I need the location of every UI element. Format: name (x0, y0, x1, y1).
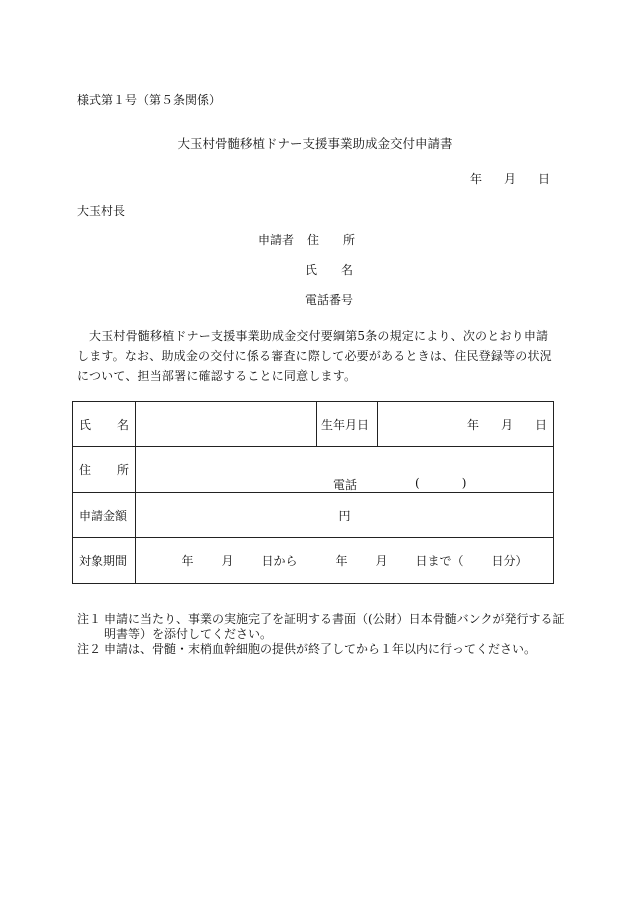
period-field[interactable] (136, 538, 554, 584)
address-field[interactable] (136, 447, 554, 493)
dob-month: 月 (500, 417, 513, 432)
form-number: 様式第１号（第５条関係） (77, 93, 222, 107)
period-days: 日分） (491, 554, 528, 568)
dob-field[interactable] (378, 402, 554, 447)
date-day: 日 (538, 172, 551, 186)
applicant-phone-label: 電話番号 (305, 293, 354, 307)
table-row-name (73, 402, 554, 447)
applicant-label: 申請者 (258, 233, 295, 247)
addressee: 大玉村長 (77, 204, 126, 218)
dob-day: 日 (534, 417, 547, 432)
name-label-cell (73, 402, 136, 447)
note-1-text: 申請に当たり、事業の実施完了を証明する書面（(公財）日本骨髄バンクが発行する証明書等）を添付してください。 (104, 612, 565, 641)
period-year-1: 年 (181, 554, 194, 568)
table-row-period (73, 538, 554, 584)
phone-open-paren: ( (415, 476, 420, 490)
amount-label: 申請金額 (73, 493, 136, 538)
phone-label: 電話 (333, 478, 358, 492)
note-1 (77, 612, 567, 642)
date-year: 年 (470, 172, 483, 186)
address-label-b: 所 (116, 463, 129, 477)
name-label-b: 名 (116, 417, 129, 432)
address-label-a: 住 (79, 463, 92, 477)
application-table (72, 401, 554, 584)
period-from: 日から (261, 554, 298, 568)
note-2-text: 申請は、骨髄・末梢血幹細胞の提供が終了してから１年以内に行ってください。 (104, 642, 537, 656)
address-label-cell (73, 447, 136, 493)
period-label: 対象期間 (73, 538, 136, 584)
amount-field[interactable] (136, 493, 554, 538)
period-year-2: 年 (335, 554, 348, 568)
body-text: 大玉村骨髄移植ドナー支援事業助成金交付要綱第5条の規定により、次のとおり申請します。なお、助成金の交付に係る審査に際して必要があるときは、住民登録等の状況について、担当部署に確認することに同意します。 (77, 329, 552, 383)
phone-close-paren: ) (461, 476, 467, 490)
dob-year: 年 (466, 417, 479, 432)
date-month: 月 (504, 172, 517, 186)
phone-line (333, 476, 466, 493)
note-1-number: 注１ (77, 612, 102, 626)
date-line (470, 172, 550, 186)
period-month-2: 月 (375, 554, 388, 568)
note-2-number: 注２ (77, 642, 102, 656)
applicant-address-label: 住 所 (307, 233, 356, 247)
note-2 (77, 642, 567, 657)
notes (77, 612, 567, 657)
period-to: 日まで（ (415, 554, 464, 568)
amount-unit: 円 (338, 508, 351, 523)
applicant-name-label: 氏 名 (305, 263, 354, 277)
dob-label: 生年月日 (317, 402, 378, 447)
page-title: 大玉村骨髄移植ドナー支援事業助成金交付申請書 (177, 136, 453, 151)
table-row-address (73, 447, 554, 493)
name-field[interactable] (136, 402, 317, 447)
name-label-a: 氏 (79, 417, 92, 432)
table-row-amount (73, 493, 554, 538)
period-month-1: 月 (221, 554, 234, 568)
